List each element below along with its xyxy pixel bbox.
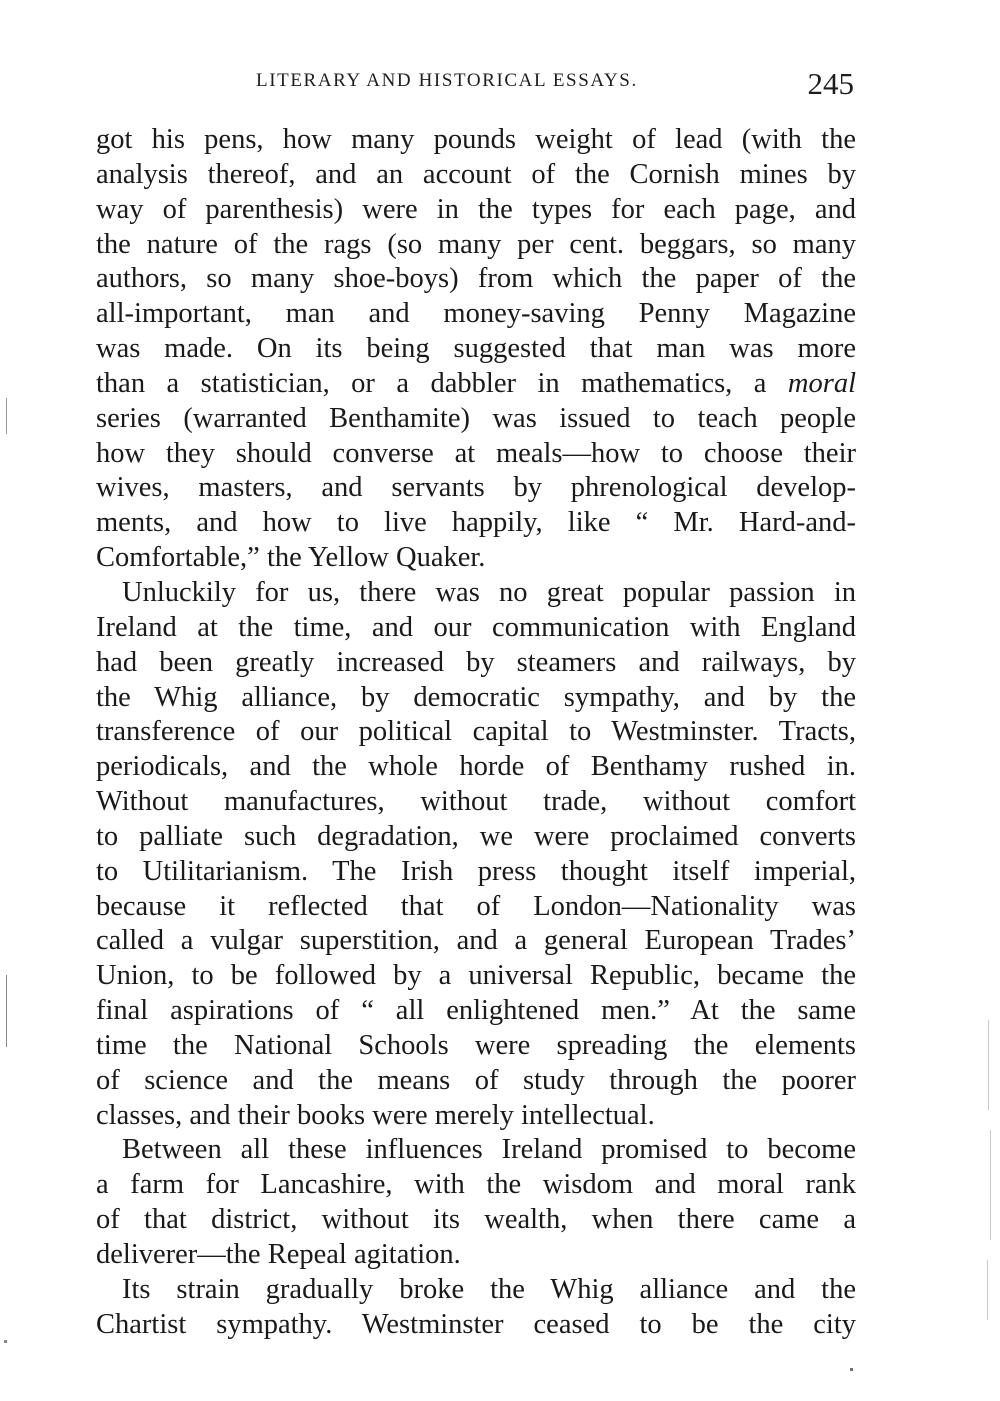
running-title: LITERARY AND HISTORICAL ESSAYS. bbox=[256, 70, 638, 91]
text-line: called a vulgar superstition, and a general European Trades’ bbox=[96, 925, 856, 957]
paragraph-start-line: Its strain gradually broke the Whig alliance and the bbox=[122, 1273, 856, 1305]
text-line: Ireland at the time, and our communication with England bbox=[96, 611, 856, 643]
text-line: a farm for Lancashire, with the wisdom and moral rank bbox=[96, 1169, 856, 1201]
scan-mark bbox=[6, 398, 7, 434]
text-line: how they should converse at meals—how to choose their bbox=[96, 437, 856, 469]
text-line: of that district, without its wealth, when there came a bbox=[96, 1204, 856, 1236]
text-line: wives, masters, and servants by phrenological develop- bbox=[96, 472, 856, 504]
scan-speck bbox=[987, 1260, 988, 1320]
text-line: Union, to be followed by a universal Republic, became the bbox=[96, 960, 856, 992]
italic-word: moral bbox=[787, 367, 856, 399]
text-line: to Utilitarianism. The Irish press thought itself imperial, bbox=[96, 855, 856, 887]
text-line: Chartist sympathy. Westminster ceased to be the city bbox=[96, 1308, 856, 1340]
text-line: authors, so many shoe-boys) from which the paper of the bbox=[96, 263, 856, 295]
text-line: because it reflected that of London—Nationality was bbox=[96, 890, 856, 922]
text-line: the Whig alliance, by democratic sympathy, and by the bbox=[96, 681, 856, 713]
text-line: analysis thereof, and an account of the Cornish mines by bbox=[96, 158, 856, 190]
text-line: the nature of the rags (so many per cent. beggars, so many bbox=[96, 228, 856, 260]
text-line: series (warranted Benthamite) was issued to teach people bbox=[96, 402, 856, 434]
body-text bbox=[96, 123, 856, 1343]
scan-mark bbox=[6, 975, 7, 1047]
text-line: ments, and how to live happily, like “ Mr. Hard-and- bbox=[96, 507, 856, 539]
text-line: final aspirations of “ all enlightened men.” At the same bbox=[96, 995, 856, 1027]
paragraph-end-line: deliverer—the Repeal agitation. bbox=[96, 1239, 461, 1270]
text-line-part: than a statistician, or a dabbler in mathematics, a bbox=[96, 367, 767, 399]
text-line: to palliate such degradation, we were proclaimed converts bbox=[96, 820, 856, 852]
paragraph-start-line: Unluckily for us, there was no great popular passion in bbox=[122, 576, 856, 608]
text-line bbox=[96, 367, 856, 402]
scan-mark bbox=[850, 1368, 853, 1371]
page-number: 245 bbox=[807, 66, 854, 101]
paragraph-start-line: Between all these influences Ireland promised to become bbox=[122, 1134, 856, 1166]
paragraph-end-line: Comfortable,” the Yellow Quaker. bbox=[96, 542, 486, 574]
running-head bbox=[96, 68, 856, 104]
text-line: all-important, man and money-saving Penny Magazine bbox=[96, 298, 856, 330]
scan-speck bbox=[988, 1020, 989, 1110]
text-line: had been greatly increased by steamers and railways, by bbox=[96, 646, 856, 678]
scan-mark bbox=[4, 1340, 7, 1343]
text-line: of science and the means of study through the poorer bbox=[96, 1064, 856, 1096]
text-line: Without manufactures, without trade, without comfort bbox=[96, 786, 856, 818]
text-line: got his pens, how many pounds weight of lead (with the bbox=[96, 124, 856, 155]
text-line: way of parenthesis) were in the types for each page, and bbox=[96, 193, 856, 225]
text-line: time the National Schools were spreading the elements bbox=[96, 1029, 856, 1061]
text-line: transference of our political capital to Westminster. Tracts, bbox=[96, 716, 856, 748]
text-line: periodicals, and the whole horde of Benthamy rushed in. bbox=[96, 751, 856, 783]
scan-speck bbox=[990, 1130, 991, 1240]
text-line: was made. On its being suggested that man was more bbox=[96, 333, 856, 365]
paragraph-end-line: classes, and their books were merely intellectual. bbox=[96, 1099, 655, 1131]
